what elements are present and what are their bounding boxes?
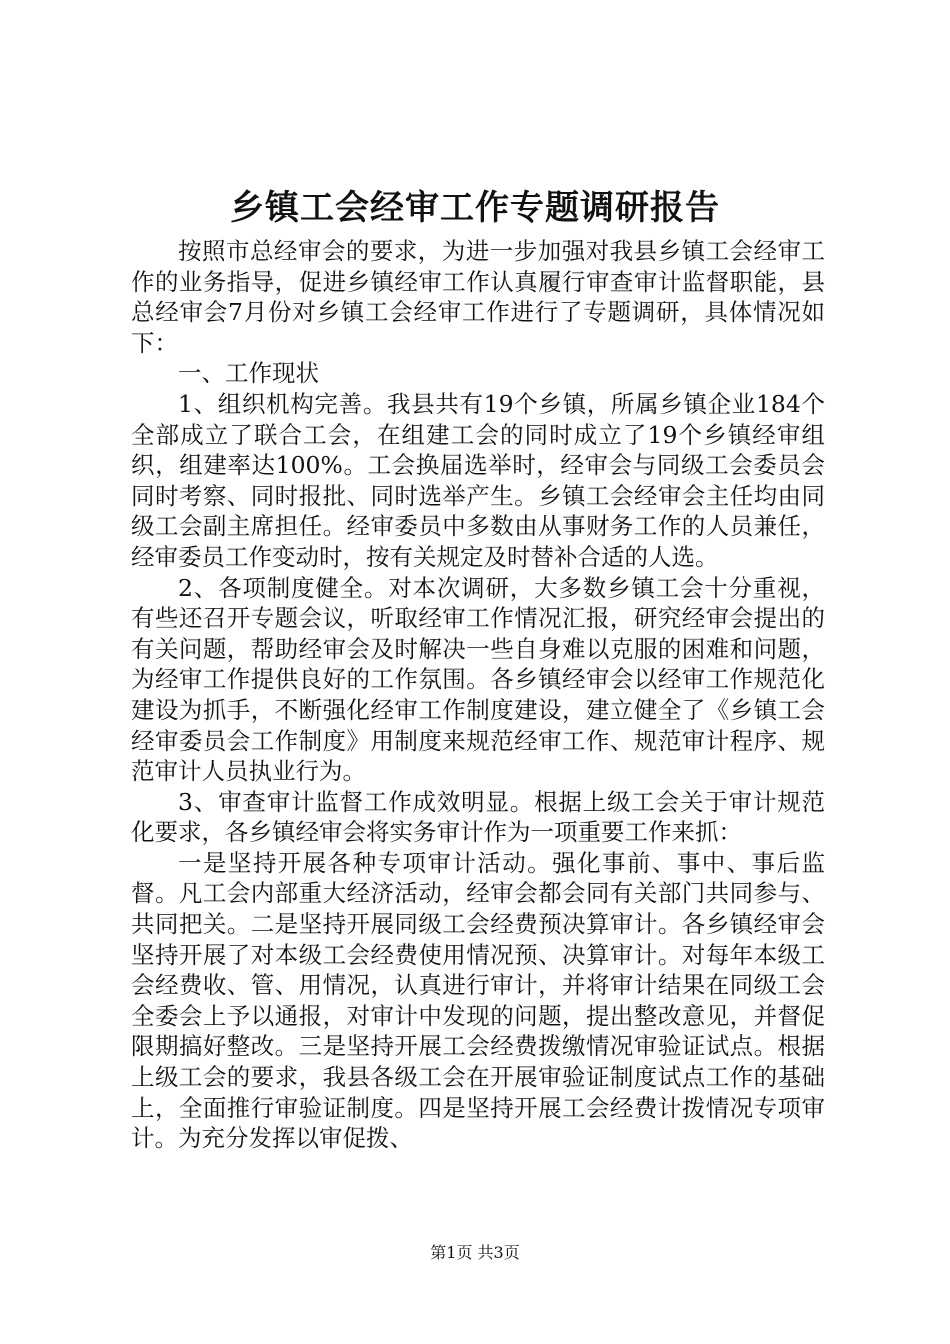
document-title: 乡镇工会经审工作专题调研报告 — [230, 188, 720, 228]
paragraph-intro: 按照市总经审会的要求，为进一步加强对我县乡镇工会经审工作的业务指导，促进乡镇经审工作认真履行审查审计监督职能，县总经审会7月份对乡镇工会经审工作进行了专题调研，具体情况如下： — [131, 237, 825, 357]
paragraph-systems: 2、各项制度健全。对本次调研，大多数乡镇工会十分重视，有些还召开专题会议，听取经审工作情况汇报，研究经审会提出的有关问题，帮助经审会及时解决一些自身难以克服的困难和问题，为经审工作提供良好的工作氛围。各乡镇经审会以经审工作规范化建设为抓手，不断强化经审工作制度建设，建立健全了《乡镇工会经审委员会工作制度》用制度来规范经审工作、规范审计程序、规范审计人员执业行为。 — [131, 573, 825, 786]
paragraph-audit-activities: 一是坚持开展各种专项审计活动。强化事前、事中、事后监督。凡工会内部重大经济活动，经审会都会同有关部门共同参与、共同把关。二是坚持开展同级工会经费预决算审计。各乡镇经审会坚持开展了对本级工会经费使用情况预、决算审计。对每年本级工会经费收、管、用情况，认真进行审计，并将审计结果在同级工会全委会上予以通报，对审计中发现的问题，提出整改意见，并督促限期搞好整改。三是坚持开展工会经费拨缴情况审验证试点。根据上级工会的要求，我县各级工会在开展审验证制度试点工作的基础上，全面推行审验证制度。四是坚持开展工会经费计拨情况专项审计。为充分发挥以审促拨、 — [131, 848, 825, 1153]
document-body — [131, 236, 825, 1154]
page-number-footer: 第1页 共3页 — [430, 1243, 520, 1262]
section-heading-current-status: 一、工作现状 — [178, 359, 319, 388]
paragraph-audit-results: 3、审查审计监督工作成效明显。根据上级工会关于审计规范化要求，各乡镇经审会将实务审计作为一项重要工作来抓： — [131, 787, 825, 847]
paragraph-organization: 1、组织机构完善。我县共有19个乡镇，所属乡镇企业184个全部成立了联合工会，在组建工会的同时成立了19个乡镇经审组织，组建率达100%。工会换届选举时，经审会与同级工会委员会同时考察、同时报批、同时选举产生。乡镇工会经审会主任均由同级工会副主席担任。经审委员中多数由从事财务工作的人员兼任，经审委员工作变动时，按有关规定及时替补合适的人选。 — [131, 389, 825, 571]
